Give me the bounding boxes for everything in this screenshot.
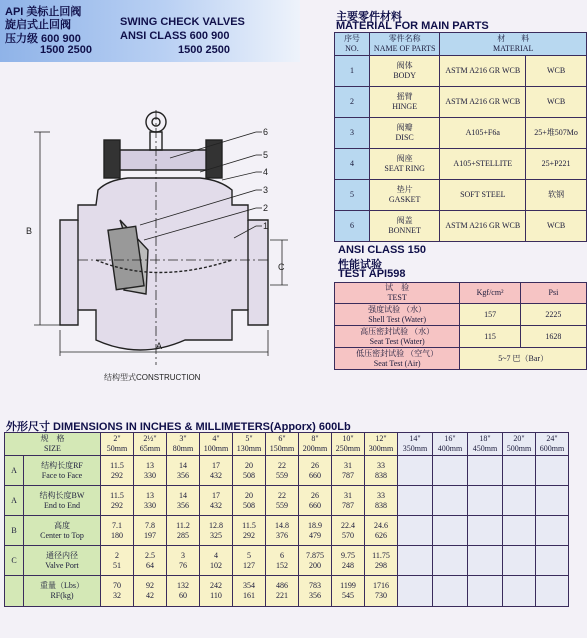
dimension-value: 11.5 292 [233,516,266,546]
table-row: 强度试验 （水） Shell Test (Water) 157 2225 [335,304,587,326]
size-column-header: 14" 350mm [398,433,433,456]
table-row: 3 阀瓣 DISC A105+F6a 25+堆507Mo [335,118,587,149]
dimension-value: 1716 730 [365,576,398,607]
part-label-1: 1 [263,221,269,231]
dimension-value: 3 76 [167,546,200,576]
dimension-letter: A [5,456,24,486]
table-row [5,516,569,546]
table-row [5,456,569,486]
dimension-value [433,576,468,607]
dimension-value: 4 102 [200,546,233,576]
dimension-value [433,456,468,486]
part-label-4: 4 [263,167,269,177]
dimension-value: 783 356 [299,576,332,607]
table-row: 4 阀座 SEAT RING A105+STELLITE 25+P221 [335,149,587,180]
dimension-value [468,456,503,486]
dimension-value [503,456,536,486]
dimension-value [536,576,569,607]
dimension-value: 14 356 [167,456,200,486]
dimension-value: 26 660 [299,486,332,516]
dimension-value [398,576,433,607]
dimension-value: 14.8 376 [266,516,299,546]
size-column-header: 6" 150mm [266,433,299,456]
materials-header-name: 零件名称 NAME OF PARTS [369,33,440,56]
materials-header-row [335,33,587,56]
dimensions-table [4,432,569,607]
table-row: 2 摇臂 HINGE ASTM A216 GR WCB WCB [335,87,587,118]
size-column-header: 2½" 65mm [134,433,167,456]
dimension-letter [5,576,24,607]
title-en-3: ANSI CLASS 600 900 [120,30,230,42]
materials-title-en: MATERIAL FOR MAIN PARTS [336,20,489,32]
dimension-value [468,576,503,607]
dimension-value [536,516,569,546]
dimension-value [468,516,503,546]
dimension-value: 7.8 197 [134,516,167,546]
table-row [5,576,569,607]
part-label-6: 6 [263,127,269,137]
table-row: 低压密封试验 （空气） Seat Test (Air) 5~7 巴（Bar） [335,348,587,370]
size-column-header: 20" 500mm [503,433,536,456]
table-row: 高压密封试验 （水） Seat Test (Water) 115 1628 [335,326,587,348]
title-cn-3: 压力级 600 900 [5,33,81,45]
size-column-header: 4" 100mm [200,433,233,456]
dimension-value: 2 51 [101,546,134,576]
dimension-value [398,546,433,576]
table-row: 1 阀体 BODY ASTM A216 GR WCB WCB [335,56,587,87]
dimension-letter: C [5,546,24,576]
dimension-value [536,456,569,486]
dimension-value: 92 42 [134,576,167,607]
dimension-value: 17 432 [200,486,233,516]
dimension-value [468,546,503,576]
dimension-value: 31 787 [332,456,365,486]
dimension-value: 1199 545 [332,576,365,607]
dimension-value: 26 660 [299,456,332,486]
dimension-value [503,576,536,607]
materials-title-cn: 主要零件材料 [336,11,402,23]
size-column-header: 12" 300mm [365,433,398,456]
size-column-header: 5" 130mm [233,433,266,456]
dimension-value [398,456,433,486]
dimension-name: 结构长度RF Face to Face [24,456,101,486]
dimension-value [503,546,536,576]
size-column-header: 18" 450mm [468,433,503,456]
dimension-value: 11.5 292 [101,456,134,486]
dimension-value: 20 508 [233,486,266,516]
dimension-value: 14 356 [167,486,200,516]
dimension-value: 12.8 325 [200,516,233,546]
dimension-value: 7.875 200 [299,546,332,576]
dimension-name: 重量（Lbs） RF(kg) [24,576,101,607]
test-title-1: ANSI CLASS 150 [338,244,427,256]
part-label-5: 5 [263,150,269,160]
test-header-row: 试 验 TEST Kgf/cm² Psi [335,283,587,304]
materials-header-material: 材 料 MATERIAL [440,33,587,56]
table-row [5,486,569,516]
size-column-header: 2" 50mm [101,433,134,456]
dimension-value: 242 110 [200,576,233,607]
test-title-3: TEST API598 [338,268,406,280]
dimension-value [468,486,503,516]
title-en-2: SWING CHECK VALVES [120,16,245,28]
dimension-value: 22 559 [266,456,299,486]
dimension-value [536,486,569,516]
title-banner [0,0,300,62]
dimension-value: 18.9 479 [299,516,332,546]
drawing-caption: 结构型式CONSTRUCTION [104,373,201,382]
dimension-value: 2.5 64 [134,546,167,576]
dimensions-header-row [5,433,569,456]
dimension-value: 17 432 [200,456,233,486]
size-column-header: 3" 80mm [167,433,200,456]
dimension-value [433,516,468,546]
valve-drawing [20,110,310,390]
dimension-value: 13 330 [134,486,167,516]
table-row [5,546,569,576]
dimension-name: 通径内径 Valve Port [24,546,101,576]
dimension-value: 70 32 [101,576,134,607]
dimension-letter: B [5,516,24,546]
test-table [334,282,587,370]
dimension-value: 11.75 298 [365,546,398,576]
dimension-value [433,546,468,576]
part-label-2: 2 [263,203,269,213]
title-en-4: 1500 2500 [178,44,230,56]
dimension-value: 11.2 285 [167,516,200,546]
dimension-value: 132 60 [167,576,200,607]
dimension-value: 354 161 [233,576,266,607]
dimension-value: 13 330 [134,456,167,486]
dimension-value [398,486,433,516]
dimension-value [503,486,536,516]
dimension-value [536,546,569,576]
dimension-value: 486 221 [266,576,299,607]
title-cn-1: API 美标止回阀 [5,6,82,18]
materials-table [334,32,587,242]
dimension-value: 24.6 626 [365,516,398,546]
dimension-value: 11.5 292 [101,486,134,516]
materials-header-no: 序号 NO. [335,33,370,56]
title-cn-4: 1500 2500 [40,44,92,56]
dimension-name: 高度 Center to Top [24,516,101,546]
dimension-value: 31 787 [332,486,365,516]
dimension-value [433,486,468,516]
dim-label-c: C [278,262,285,272]
dimension-value: 33 838 [365,486,398,516]
dimension-name: 结构长度BW End to End [24,486,101,516]
size-header: 规 格 SIZE [5,433,101,456]
dimension-value: 6 152 [266,546,299,576]
dimension-letter: A [5,486,24,516]
test-title-2: 性能试验 [338,259,382,271]
dim-label-b: B [26,226,33,236]
dimensions-title: 外形尺寸 DIMENSIONS IN INCHES & MILLIMETERS(Apporx) 600Lb [6,421,351,433]
size-column-header: 8" 200mm [299,433,332,456]
dimension-value: 7.1 180 [101,516,134,546]
dimension-value: 22.4 570 [332,516,365,546]
part-label-3: 3 [263,185,269,195]
dimension-value [503,516,536,546]
size-column-header: 10" 250mm [332,433,365,456]
dimension-value [398,516,433,546]
dimension-value: 22 559 [266,486,299,516]
size-column-header: 24" 600mm [536,433,569,456]
dimension-value: 20 508 [233,456,266,486]
table-row: 6 阀盖 BONNET ASTM A216 GR WCB WCB [335,211,587,242]
dimension-value: 5 127 [233,546,266,576]
dimension-value: 33 838 [365,456,398,486]
table-row: 5 垫片 GASKET SOFT STEEL 软钢 [335,180,587,211]
dim-label-a: A [156,341,163,351]
title-cn-2: 旋启式止回阀 [5,19,71,31]
size-column-header: 16" 400mm [433,433,468,456]
dimension-value: 9.75 248 [332,546,365,576]
